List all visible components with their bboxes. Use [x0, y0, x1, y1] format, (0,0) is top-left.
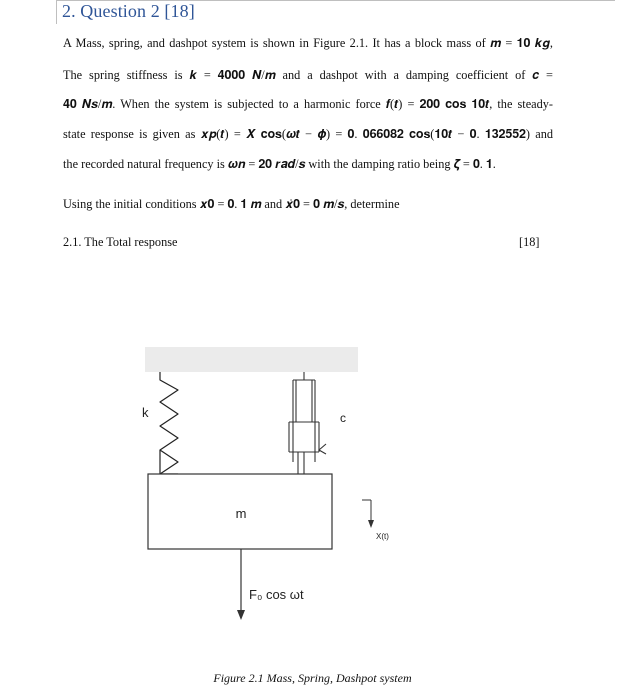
force-arrow — [237, 549, 245, 620]
problem-line-2: The spring stiffness is 𝒌 = 𝟒𝟎𝟎𝟎 𝑵/𝒎 and a dashpot with a damping coefficient of 𝒄 = — [63, 68, 553, 82]
force-label: F₀ cos ωt — [249, 587, 304, 602]
part-label: 2.1. The Total response — [63, 235, 178, 249]
problem-line-3: 𝟒𝟎 𝑵𝒔/𝒎. When the system is subjected to a harmonic force 𝒇(𝒕) = 𝟐𝟎𝟎 𝐜𝐨𝐬 𝟏𝟎𝒕, the steady- — [63, 97, 553, 111]
damper-label: c — [340, 411, 346, 425]
mass-spring-damper-figure — [130, 340, 430, 630]
problem-line-1: A Mass, spring, and dashpot system is shown in Figure 2.1. It has a block mass of 𝒎 = 𝟏𝟎 𝒌𝒈, — [63, 36, 553, 50]
ground-support — [145, 347, 358, 372]
part-marks: [18] — [519, 235, 540, 249]
figure-caption: Figure 2.1 Mass, Spring, Dashpot system — [213, 671, 412, 685]
question-title: 2. Question 2 [18] — [62, 1, 195, 21]
mass-label: m — [235, 506, 247, 521]
problem-line-6: Using the initial conditions 𝒙𝟎 = 𝟎. 𝟏 𝒎 and 𝒙̇𝟎 = 𝟎 𝒎/𝒔, determine — [63, 197, 400, 211]
dashpot — [289, 372, 326, 474]
page-border-left — [56, 0, 57, 24]
displacement-arrow — [362, 500, 374, 528]
displacement-label: X(t) — [376, 532, 389, 541]
problem-line-4: state response is given as 𝒙𝒑(𝒕) = 𝑿 𝐜𝐨𝐬(𝝎𝒕 − 𝝓) = 𝟎. 𝟎𝟔𝟔𝟎𝟖𝟐 𝐜𝐨𝐬(𝟏𝟎𝒕 − 𝟎. 𝟏𝟑𝟐𝟓𝟓𝟐) and — [63, 127, 553, 141]
spring — [160, 372, 178, 474]
problem-line-5: the recorded natural frequency is 𝝎𝒏 = 𝟐𝟎 𝒓𝒂𝒅/𝒔 with the damping ratio being 𝜻 = 𝟎. 𝟏. — [63, 157, 496, 171]
spring-label: k — [142, 405, 149, 420]
